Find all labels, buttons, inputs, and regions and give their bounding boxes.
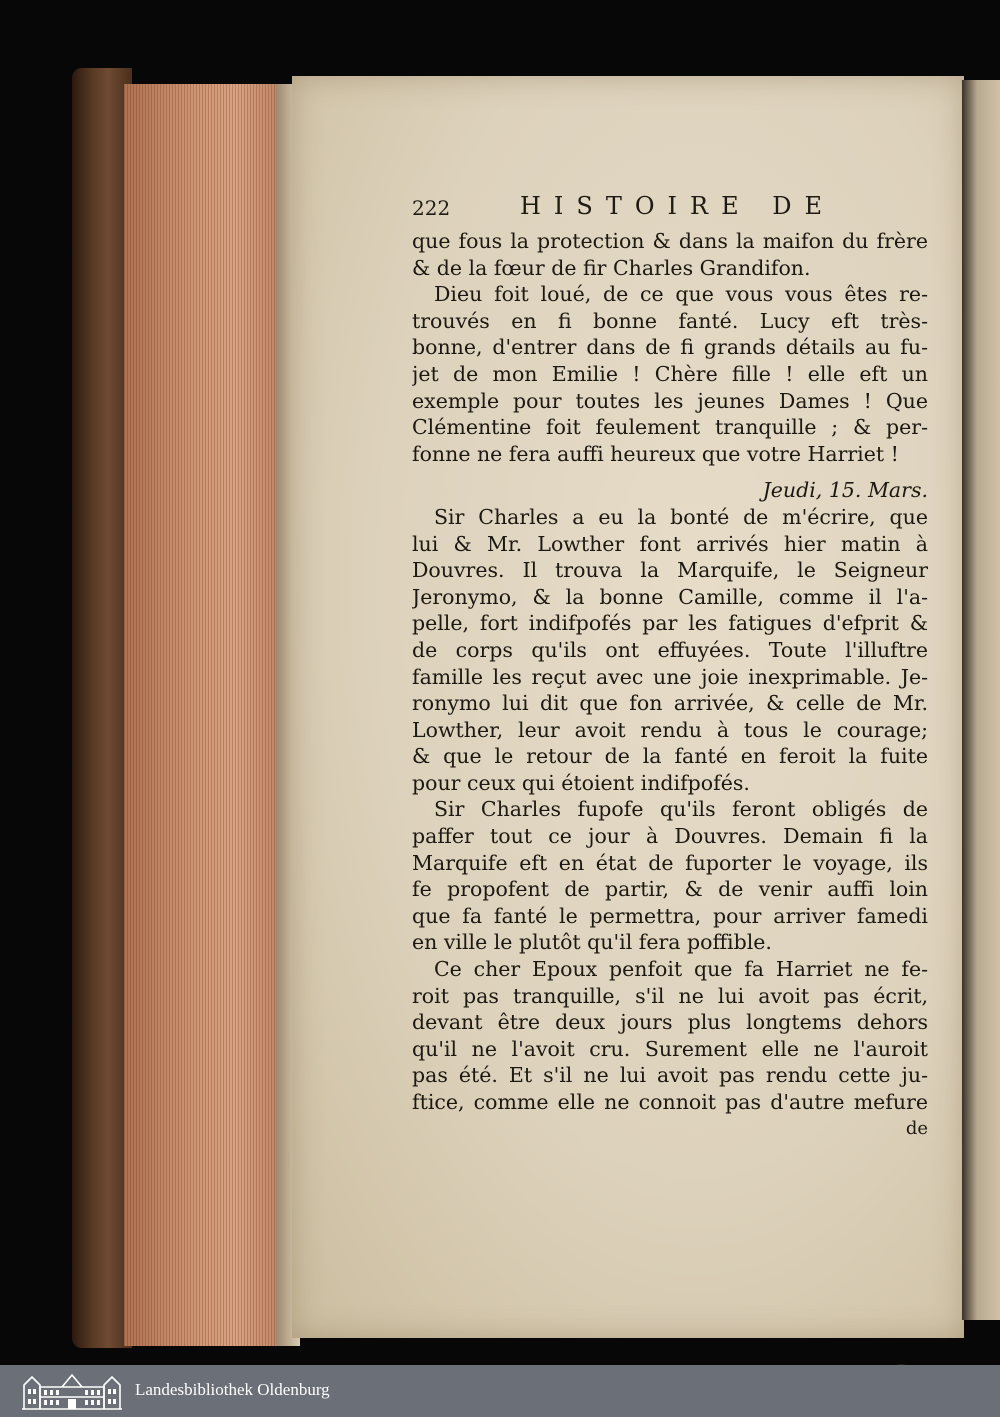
text-line: paffer tout ce jour à Douvres. Demain fi la — [412, 824, 928, 849]
page-number: 222 — [412, 196, 451, 220]
text-line: que fa fanté le permettra, pour arriver famedi — [412, 903, 928, 928]
library-building-icon — [22, 1371, 122, 1411]
text-line: que fous la protection & dans la maifon du frère — [412, 229, 928, 253]
text-line: qu'il ne l'avoit cru. Surement elle ne l'auroit — [412, 1036, 928, 1061]
text-line: Lowther, leur avoit rendu à tous le courage; — [412, 717, 928, 742]
text-line: devant être deux jours plus longtems dehors — [412, 1010, 928, 1035]
text-line: Clémentine foit feulement tranquille ; & per- — [412, 415, 928, 440]
text-line: lui & Mr. Lowther font arrivés hier matin à — [412, 531, 928, 556]
text-line: Jeronymo, & la bonne Camille, comme il l'a- — [412, 584, 928, 609]
text-line: Dieu foit loué, de ce que vous vous êtes re- — [434, 282, 928, 307]
text-line: jet de mon Emilie ! Chère fille ! elle eft un — [412, 361, 928, 386]
text-line: pas été. Et s'il ne lui avoit pas rendu cette ju- — [412, 1063, 928, 1088]
text-line: Sir Charles a eu la bonté de m'écrire, que — [434, 504, 928, 529]
text-line: ronymo lui dit que fon arrivée, & celle de Mr. — [412, 691, 928, 716]
text-line: bonne, d'entrer dans de fi grands détails au fu- — [412, 335, 928, 360]
date-line: Jeudi, 15. Mars. — [762, 478, 928, 503]
text-line: ftice, comme elle ne connoit pas d'autre mefure — [412, 1090, 928, 1114]
catchword: de — [905, 1117, 928, 1139]
text-line: & que le retour de la fanté en feroit la fuite — [412, 744, 928, 769]
text-line: pelle, fort indifpofés par les fatigues d'efprit & — [412, 611, 928, 636]
footer-bar — [0, 1365, 1000, 1417]
text-line: de corps qu'ils ont effuyées. Toute l'illuftre — [412, 637, 928, 662]
book-cover-edge — [72, 68, 132, 1348]
page-text — [412, 228, 928, 1142]
facing-page-edge — [962, 80, 1000, 1320]
page-edges — [124, 84, 284, 1346]
text-line: Marquife eft en état de fuporter le voyage, ils — [412, 850, 928, 875]
text-line: pour ceux qui étoient indifpofés. — [412, 770, 750, 795]
page-header — [412, 192, 932, 224]
text-line: exemple pour toutes les jeunes Dames ! Que — [412, 388, 928, 413]
library-name: Landesbibliothek Oldenburg — [135, 1380, 330, 1399]
running-title: HISTOIRE DE — [520, 192, 835, 220]
text-line: fe propofent de partir, & de venir auffi loin — [412, 877, 928, 902]
text-line: & de la fœur de fir Charles Grandifon. — [412, 255, 811, 280]
text-line: roit pas tranquille, s'il ne lui avoit pas écrit, — [412, 983, 928, 1008]
text-line: fonne ne fera auffi heureux que votre Harriet ! — [412, 441, 899, 466]
text-line: famille les reçut avec une joie inexprimable. Je- — [412, 664, 928, 689]
text-line: Douvres. Il trouva la Marquife, le Seigneur — [412, 558, 928, 583]
text-line: Ce cher Epoux penfoit que fa Harriet ne fe- — [434, 957, 928, 982]
text-line: trouvés en fi bonne fanté. Lucy eft très- — [412, 308, 928, 333]
text-line: Sir Charles fupofe qu'ils feront obligés de — [434, 797, 928, 822]
text-line: en ville le plutôt qu'il fera poffible. — [412, 930, 772, 955]
